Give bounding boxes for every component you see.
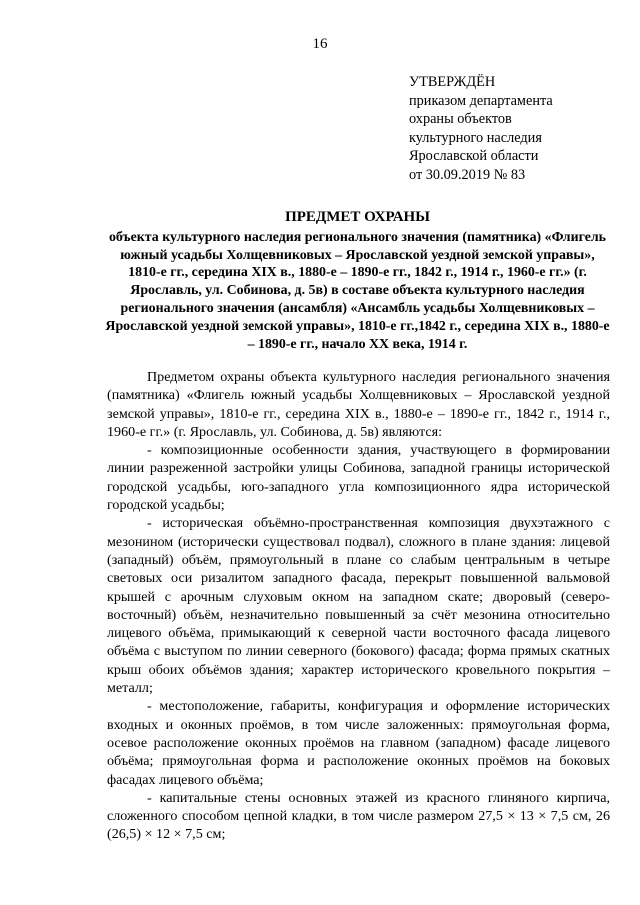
approval-block <box>409 73 629 184</box>
approval-line: от 30.09.2019 № 83 <box>409 166 526 183</box>
body-paragraph: - историческая объёмно-пространственная композиция двухэтажного с мезонином (исторически существовал подвал), сложного в плане здания: лицевой (западный) объём, прямоугольный в плане со слабым центральным в четыре световых оси ризалитом западного фасада, перекрыт повышенной вальмовой крышей с арочным слуховым окном на западном скате; дворовый (северо-восточный) объём, незначительно повышенный за счёт мезонина относительно лицевого объёма, примыкающий к северной части восточного фасада лицевого объёма с выступом по линии северного (бокового) фасада; форма прямых скатных крыш обоих объёмов здания; характер исторического кровельного покрытия – металл; <box>107 515 610 697</box>
document-body <box>107 368 610 844</box>
body-paragraph: Предметом охраны объекта культурного наследия регионального значения (памятника) «Флигель южный усадьбы Холщевниковых – Ярославской уездной земской управы», 1810-е гг., середина XIX в., 1880-е – 1890-е гг., 1842 г., 1914 г., 1960-е гг.» (г. Ярославль, ул. Собинова, д. 5в) являются: <box>107 369 610 440</box>
approval-line: приказом департамента <box>409 92 553 109</box>
body-paragraph: - местоположение, габариты, конфигурация и оформление исторических входных и оконных проёмов, в том числе заложенных: прямоугольная форма, осевое расположение оконных проёмов на главном (западном) фасаде лицевого объёма; прямоугольная форма и расположение оконных проёмов на боковых фасадах лицевого объёма; <box>107 698 610 788</box>
approval-line: культурного наследия <box>409 129 542 146</box>
approval-line: охраны объектов <box>409 111 512 127</box>
document-title: ПРЕДМЕТ ОХРАНЫ <box>285 209 430 225</box>
body-paragraph: - композиционные особенности здания, участвующего в формировании линии разреженной застройки улицы Собинова, западной границы исторической городской усадьбы, юго-западного угла композиционного ядра исторической городской усадьбы; <box>107 442 610 514</box>
document-heading <box>105 209 610 353</box>
approval-line: УТВЕРЖДЁН <box>409 74 496 90</box>
document-subtitle: объекта культурного наследия регионального значения (памятника) «Флигель южный усадьбы Холщевниковых – Ярославской уездной земской управы», 1810-е гг., середина XIX в., 1880-е – 1890-е гг., 1842 г., 1914 г., 1960-е гг.» (г. Ярославль, ул. Собинова, д. 5в) в составе объекта культурного наследия регионального значения (ансамбля) «Ансамбль усадьбы Холщевниковых – Ярославской уездной земской управы», 1810-е гг.,1842 г., середина XIX в., 1880-е – 1890-е гг., начало XX века, 1914 г. <box>105 229 610 352</box>
page-number: 16 <box>312 36 328 52</box>
approval-line: Ярославской области <box>409 148 539 164</box>
body-paragraph: - капитальные стены основных этажей из красного глиняного кирпича, сложенного способом цепной кладки, в том числе размером 27,5 × 13 × 7,5 см, 26 (26,5) × 12 × 7,5 см; <box>107 789 610 843</box>
